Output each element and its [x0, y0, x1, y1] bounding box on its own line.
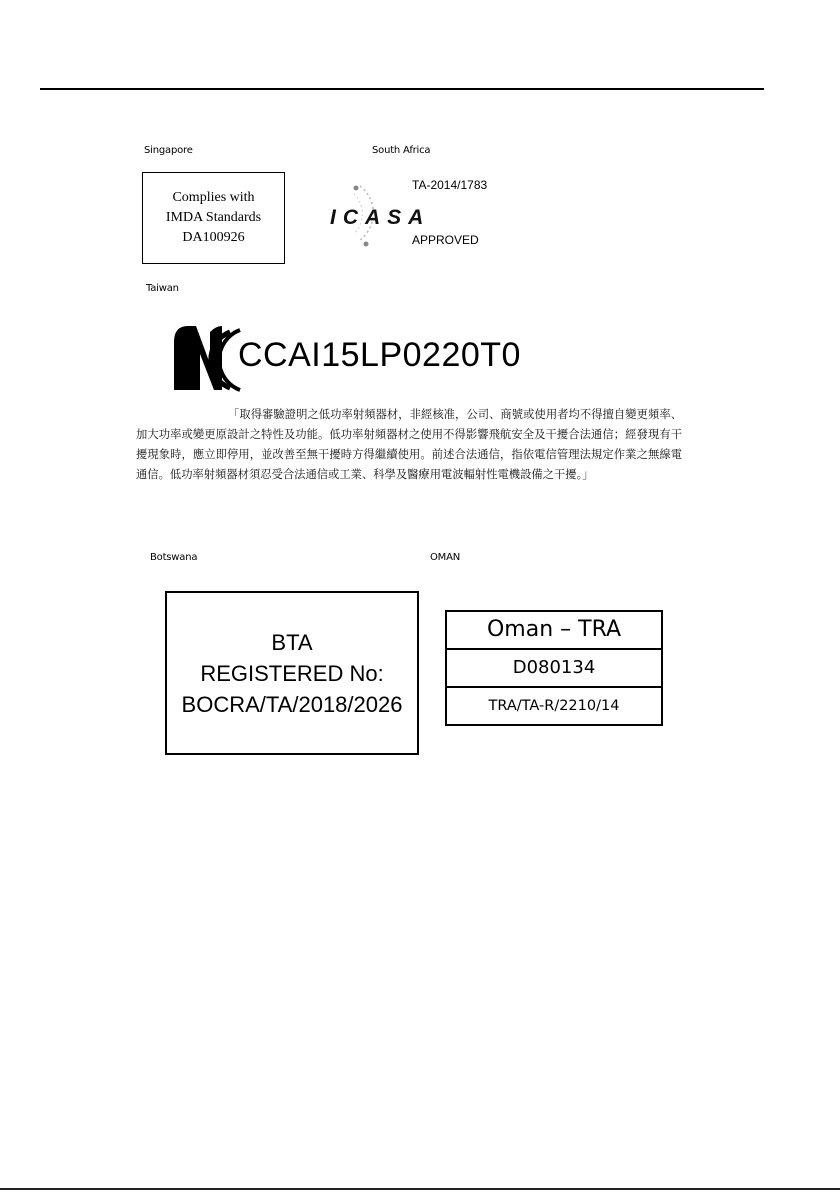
icasa-logo-text: ICASA — [330, 206, 431, 229]
icasa-approved: APPROVED — [412, 233, 479, 247]
ncc-certification-code: CCAI15LP0220T0 — [238, 336, 521, 374]
header-rule — [40, 88, 764, 90]
oman-row-3: TRA/TA-R/2210/14 — [445, 686, 663, 726]
taiwan-ncc-notice: 「取得審驗證明之低功率射頻器材，非經核准，公司、商號或使用者均不得擅自變更頻率、加大功率或變更原設計之特性及功能。低功率射頻器材之使用不得影響飛航安全及干擾合法通信；經發現有干擾現象時，應立即停用，並改善至無干擾時方得繼續使用。前述合法通信，指依電信管理法規定作業之無線電通信。低功率射頻器材須忍受合法通信或工業、科學及醫療用電波輻射性電機設備之干擾。」 — [136, 408, 682, 481]
footer-rule — [0, 1188, 840, 1190]
imda-line-1: Complies with — [172, 190, 255, 205]
region-label-taiwan: Taiwan — [146, 283, 179, 294]
bta-line-1: BTA — [271, 629, 313, 655]
oman-tra-label — [445, 610, 663, 726]
region-label-botswana: Botswana — [150, 552, 198, 563]
bta-registration-box — [165, 591, 419, 755]
bta-line-2: REGISTERED No: — [200, 660, 384, 686]
oman-row-2: D080134 — [445, 648, 663, 688]
ncc-logo-icon — [170, 320, 242, 394]
bta-line-3: BOCRA/TA/2018/2026 — [181, 691, 403, 717]
region-label-south-africa: South Africa — [372, 145, 431, 156]
icasa-reference: TA-2014/1783 — [412, 178, 488, 192]
oman-row-1: Oman – TRA — [445, 610, 663, 650]
imda-compliance-box — [142, 172, 285, 264]
imda-line-2: IMDA Standards — [165, 210, 262, 225]
imda-line-3: DA100926 — [182, 230, 245, 245]
region-label-singapore: Singapore — [144, 145, 193, 156]
region-label-oman: OMAN — [430, 552, 461, 563]
